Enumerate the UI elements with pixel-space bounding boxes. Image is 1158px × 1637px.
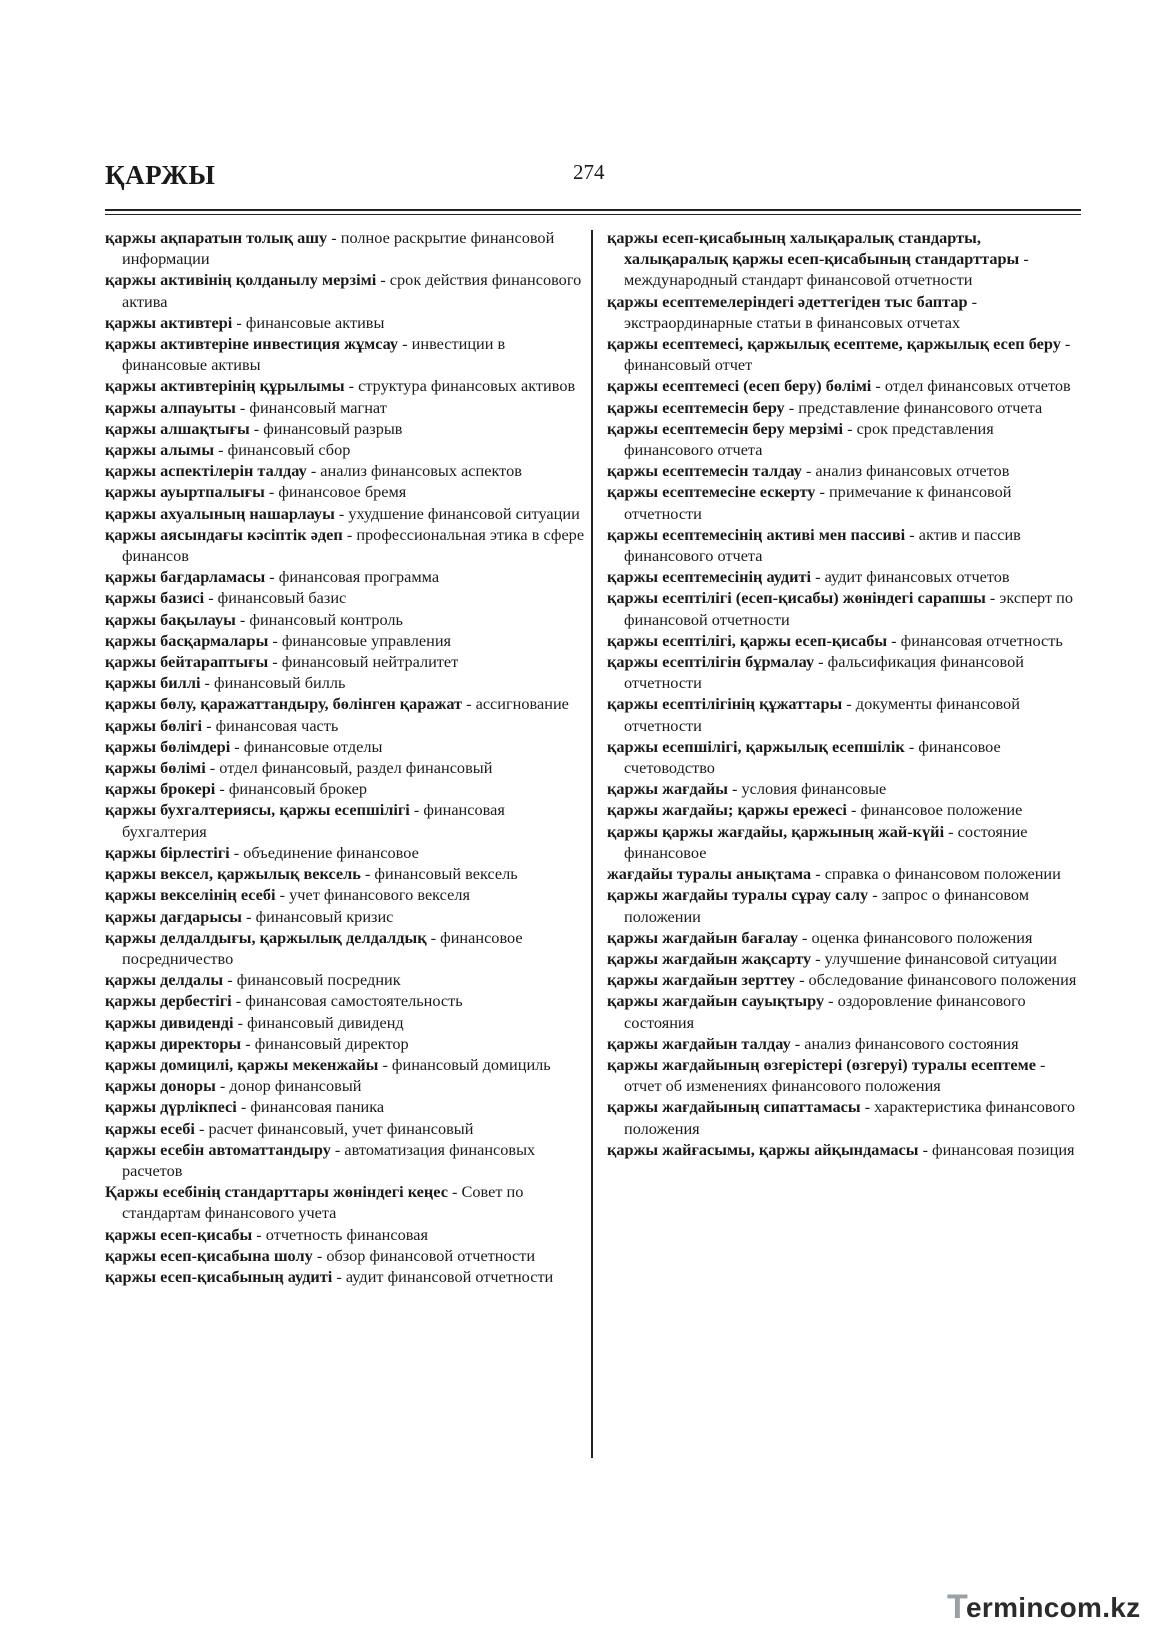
entry-definition: - анализ финансовых аспектов <box>306 461 522 481</box>
entry-definition: - объединение финансовое <box>229 842 419 862</box>
dictionary-entry <box>105 1096 585 1117</box>
entry-definition: - автоматизация финансовых расчетов <box>122 1139 536 1180</box>
dictionary-entry <box>607 1033 1085 1054</box>
dictionary-entry <box>105 524 585 566</box>
entry-definition: - фальсификация финансовой отчетности <box>624 652 1024 693</box>
dictionary-entry <box>105 312 585 333</box>
entry-term: қаржы бөлімі <box>105 758 206 778</box>
entry-term: қаржы есептемесін талдау <box>607 461 802 481</box>
entry-term: жағдайы туралы анықтама <box>607 864 812 884</box>
entry-term: қаржы жағдайы; қаржы ережесі <box>607 800 847 820</box>
dictionary-entry <box>105 375 585 396</box>
dictionary-entry <box>105 1033 585 1054</box>
entry-definition: - отдел финансовых отчетов <box>871 376 1071 396</box>
dictionary-entry <box>105 1054 585 1075</box>
entry-definition: - финансовый дивиденд <box>233 1012 404 1032</box>
entry-term: қаржы жағдайын зерттеу <box>607 970 795 990</box>
entry-term: қаржы есептілігі (есеп-қисабы) жөніндегі сарапшы <box>607 588 986 608</box>
dictionary-entry <box>105 609 585 630</box>
entry-term: қаржы жағдайы туралы сұрау салу <box>607 885 869 905</box>
dictionary-entry <box>105 672 585 693</box>
entry-definition: - финансовые активы <box>232 312 385 332</box>
entry-definition: - оздоровление финансового состояния <box>624 991 1026 1032</box>
entry-term: қаржы бағдарламасы <box>105 567 266 587</box>
entry-term: қаржы бухгалтериясы, қаржы есепшілігі <box>105 800 410 820</box>
entry-term: қаржы активтері <box>105 312 233 332</box>
entry-term: қаржы жағдайының сипаттамасы <box>607 1097 861 1117</box>
entry-term: қаржы басқармалары <box>105 630 269 650</box>
entry-definition: - профессиональная этика в сфере финансов <box>122 524 585 566</box>
entry-term: қаржы активінің қолданылу мерзімі <box>105 270 377 290</box>
entry-term: қаржы ақпаратын толық ашу <box>105 228 328 247</box>
dictionary-entry <box>105 1139 585 1181</box>
entry-term: қаржы жағдайын сауықтыру <box>607 991 825 1011</box>
entry-definition: - срок представления финансового отчета <box>624 418 994 460</box>
column-divider <box>591 230 593 1458</box>
entry-definition: - расчет финансовый, учет финансовый <box>194 1118 474 1138</box>
dictionary-entry <box>607 397 1085 418</box>
dictionary-entry <box>105 269 585 311</box>
entry-term: қаржы есеп-қисабының аудиті <box>105 1266 333 1286</box>
dictionary-entry <box>607 693 1085 735</box>
entry-definition: - финансовая паника <box>236 1097 385 1117</box>
entry-definition: - финансовая бухгалтерия <box>122 800 505 841</box>
dictionary-entry <box>607 227 1085 291</box>
dictionary-entry <box>607 799 1085 820</box>
dictionary-entry <box>607 524 1085 566</box>
header-rule-thick <box>105 209 1081 211</box>
entry-term: қаржы есебін автоматтандыру <box>105 1139 331 1159</box>
entry-term: қаржы активтерінің құрылымы <box>105 376 345 396</box>
dictionary-entry <box>607 333 1085 375</box>
entry-definition: - ухудшение финансовой ситуации <box>334 503 580 523</box>
entry-term: қаржы дивиденді <box>105 1012 234 1032</box>
entry-definition: - финансовый директор <box>241 1033 409 1053</box>
entry-definition: - финансовый билль <box>200 673 346 693</box>
entry-definition: - характеристика финансового положения <box>624 1097 1076 1138</box>
entry-definition: - финансовый кризис <box>242 906 394 926</box>
entry-definition: - отчет об изменениях финансового положения <box>624 1054 1046 1096</box>
entry-definition: - Совет по стандартам финансового учета <box>122 1182 524 1223</box>
entry-definition: - финансовые отделы <box>230 736 383 756</box>
dictionary-entry <box>607 375 1085 396</box>
entry-definition: - ассигнование <box>462 694 569 714</box>
entry-term: қаржы есеп-қисабы <box>105 1224 253 1244</box>
entry-term: қаржы жағдайы <box>607 779 728 799</box>
logo-text: ermincom.kz <box>966 1592 1141 1623</box>
dictionary-entry <box>105 927 585 969</box>
dictionary-entry <box>607 1054 1085 1096</box>
entry-definition: - финансовый базис <box>204 588 347 608</box>
dictionary-entry <box>105 397 585 418</box>
dictionary-entry <box>607 927 1085 948</box>
entry-term: қаржы алшақтығы <box>105 418 250 438</box>
dictionary-entry <box>105 227 585 269</box>
entry-term: қаржы жағдайының өзгерістері (өзгеруі) туралы есептеме <box>607 1054 1036 1074</box>
entry-definition: - финансовая отчетность <box>887 630 1063 650</box>
dictionary-entry <box>105 460 585 481</box>
dictionary-entry <box>105 906 585 927</box>
dictionary-entry <box>607 736 1085 778</box>
entry-definition: - финансовый магнат <box>235 397 387 417</box>
dictionary-entry <box>607 990 1085 1032</box>
dictionary-entry <box>105 630 585 651</box>
page-title: ҚАРЖЫ <box>105 160 216 190</box>
entry-definition: - структура финансовых активов <box>344 376 576 396</box>
entry-term: қаржы есепшілігі, қаржылық есепшілік <box>607 736 905 756</box>
dictionary-entry <box>105 1118 585 1139</box>
entry-term: қаржы дағдарысы <box>105 906 243 926</box>
entry-term: қаржы есептемесі, қаржылық есептеме, қаржылық есеп беру <box>607 334 1061 354</box>
entry-definition: - актив и пассив финансового отчета <box>624 524 1021 566</box>
dictionary-entry <box>607 969 1085 990</box>
dictionary-entry <box>607 863 1085 884</box>
entry-term: қаржы қаржы жағдайы, қаржының жай-күйі <box>607 821 945 841</box>
entry-definition: - финансовая программа <box>265 567 440 587</box>
entry-definition: - финансовый контроль <box>235 609 403 629</box>
dictionary-entry <box>607 291 1085 333</box>
entry-term: қаржы вексел, қаржылық вексель <box>105 864 361 884</box>
dictionary-entry <box>607 1096 1085 1138</box>
dictionary-entry <box>105 969 585 990</box>
entry-definition: - инвестиции в финансовые активы <box>122 334 506 375</box>
entry-term: қаржы есептемесі (есеп беру) бөлімі <box>607 376 872 396</box>
entry-term: қаржы ахуалының нашарлауы <box>105 503 335 523</box>
entry-term: қаржы есептемесіне ескерту <box>607 482 816 502</box>
entry-term: қаржы алпауыты <box>105 397 236 417</box>
entry-term: Қаржы есебінің стандарттары жөніндегі кеңес <box>105 1182 448 1202</box>
entry-term: қаржы есептемелеріндегі әдеттегіден тыс баптар <box>607 291 968 311</box>
entry-definition: - финансовый посредник <box>223 970 401 990</box>
entry-definition: - финансовая самостоятельность <box>231 991 463 1011</box>
entry-definition: - финансовый брокер <box>215 779 367 799</box>
entry-term: қаржы биллі <box>105 673 201 693</box>
dictionary-entry <box>105 333 585 375</box>
dictionary-entry <box>607 418 1085 460</box>
entry-term: қаржы есеп-қисабының халықаралық стандарты, халықаралық қаржы есеп-қисабының стандарттары <box>607 228 1020 269</box>
entry-term: қаржы дүрлікпесі <box>105 1097 237 1117</box>
entry-definition: - оценка финансового положения <box>797 927 1033 947</box>
entry-definition: - финансовое посредничество <box>122 927 523 968</box>
dictionary-entry <box>105 1266 585 1287</box>
entry-definition: - полное раскрытие финансовой информации <box>122 228 555 269</box>
entry-term: қаржы аясындағы кәсіптік әдеп <box>105 524 343 544</box>
termincom-logo[interactable] <box>947 1588 1147 1632</box>
entry-definition: - обзор финансовой отчетности <box>312 1245 536 1265</box>
entry-term: қаржы бірлестігі <box>105 842 230 862</box>
dictionary-entry <box>105 481 585 502</box>
entry-term: қаржы есептемесінің активі мен пассиві <box>607 524 906 544</box>
dictionary-entry <box>105 503 585 524</box>
entry-definition: - финансовое бремя <box>264 482 407 502</box>
entry-definition: - обследование финансового положения <box>795 970 1077 990</box>
entry-term: қаржы бөлігі <box>105 715 203 735</box>
dictionary-entry <box>607 566 1085 587</box>
entry-definition: - финансовое положение <box>846 800 1023 820</box>
logo-mark: T <box>947 1588 968 1626</box>
entry-definition: - финансовый домициль <box>378 1054 551 1074</box>
entry-definition: - отдел финансовый, раздел финансовый <box>205 758 493 778</box>
entry-definition: - аудит финансовых отчетов <box>811 567 1010 587</box>
left-column <box>105 227 585 1287</box>
entry-definition: - условия финансовые <box>727 779 887 799</box>
entry-term: қаржы делдалдығы, қаржылық делдалдық <box>105 927 427 947</box>
entry-definition: - учет финансового векселя <box>275 885 470 905</box>
entry-definition: - примечание к финансовой отчетности <box>624 482 1012 523</box>
dictionary-entry <box>105 1224 585 1245</box>
entry-definition: - экстраординарные статьи в финансовых отчетах <box>624 291 978 332</box>
entry-term: қаржы алымы <box>105 440 215 460</box>
entry-term: қаржы бөлімдері <box>105 736 231 756</box>
entry-definition: - запрос о финансовом положении <box>624 885 1030 926</box>
entry-term: қаржы есебі <box>105 1118 195 1138</box>
header-rule-thin <box>105 214 1081 215</box>
entry-definition: - финансовая часть <box>202 715 339 735</box>
entry-definition: - финансовый отчет <box>624 334 1071 375</box>
entry-definition: - справка о финансовом положении <box>811 864 1061 884</box>
dictionary-entry <box>607 481 1085 523</box>
dictionary-entry <box>105 1075 585 1096</box>
dictionary-entry <box>607 460 1085 481</box>
dictionary-entry <box>607 778 1085 799</box>
entry-definition: - состояние финансовое <box>624 821 1028 862</box>
dictionary-entry <box>105 418 585 439</box>
dictionary-entry <box>105 799 585 841</box>
dictionary-entry <box>105 990 585 1011</box>
dictionary-entry <box>105 863 585 884</box>
dictionary-entry <box>105 566 585 587</box>
entry-term: қаржы ауыртпалығы <box>105 482 265 502</box>
right-column <box>607 227 1085 1160</box>
dictionary-entry <box>105 693 585 714</box>
entry-term: қаржы жағдайын жақсарту <box>607 948 812 968</box>
entry-definition: - отчетность финансовая <box>252 1224 428 1244</box>
entry-term: қаржы есеп-қисабына шолу <box>105 1245 313 1265</box>
dictionary-entry <box>105 736 585 757</box>
entry-definition: - финансовые управления <box>268 630 452 650</box>
entry-definition: - анализ финансового состояния <box>790 1033 1019 1053</box>
entry-term: қаржы жайғасымы, қаржы айқындамасы <box>607 1139 919 1159</box>
dictionary-entry <box>105 1245 585 1266</box>
dictionary-entry <box>607 587 1085 629</box>
entry-term: қаржы есептемесін беру <box>607 397 785 417</box>
entry-term: қаржы есептілігін бұрмалау <box>607 652 815 672</box>
entry-definition: - анализ финансовых отчетов <box>801 461 1010 481</box>
entry-term: қаржы векселінің есебі <box>105 885 276 905</box>
dictionary-entry <box>607 630 1085 651</box>
entry-term: қаржы директоры <box>105 1033 242 1053</box>
entry-definition: - финансовый разрыв <box>249 418 403 438</box>
entry-term: қаржы базисі <box>105 588 205 608</box>
dictionary-entry <box>105 778 585 799</box>
entry-term: қаржы бөлу, қаражаттандыру, бөлінген қаражат <box>105 694 463 714</box>
dictionary-entry <box>105 884 585 905</box>
entry-definition: - представление финансового отчета <box>784 397 1043 417</box>
entry-term: қаржы доноры <box>105 1076 216 1096</box>
dictionary-entry <box>105 757 585 778</box>
entry-term: қаржы жағдайын бағалау <box>607 927 798 947</box>
entry-definition: - аудит финансовой отчетности <box>332 1266 554 1286</box>
entry-definition: - финансовый вексель <box>360 864 518 884</box>
dictionary-entry <box>105 1012 585 1033</box>
entry-definition: - международный стандарт финансовой отчетности <box>624 249 1029 290</box>
entry-term: қаржы делдалы <box>105 970 224 990</box>
dictionary-entry <box>105 651 585 672</box>
entry-definition: - финансовая позиция <box>918 1139 1075 1159</box>
entry-definition: - финансовый сбор <box>214 440 351 460</box>
dictionary-entry <box>607 651 1085 693</box>
dictionary-entry <box>607 884 1085 926</box>
entry-term: қаржы есептемесін беру мерзімі <box>607 418 844 438</box>
entry-definition: - финансовый нейтралитет <box>268 652 459 672</box>
entry-term: қаржы есептілігінің құжаттары <box>607 694 843 714</box>
entry-term: қаржы активтеріне инвестиция жұмсау <box>105 334 399 354</box>
entry-definition: - документы финансовой отчетности <box>624 694 1020 735</box>
dictionary-entry <box>105 842 585 863</box>
dictionary-entry <box>607 1139 1085 1160</box>
dictionary-entry <box>607 821 1085 863</box>
dictionary-entry <box>105 715 585 736</box>
entry-term: қаржы жағдайын талдау <box>607 1033 791 1053</box>
entry-term: қаржы дербестігі <box>105 991 232 1011</box>
entry-definition: - финансовое счетоводство <box>624 736 1001 778</box>
entry-definition: - срок действия финансового актива <box>122 270 582 311</box>
dictionary-entry <box>105 439 585 460</box>
entry-definition: - улучшение финансовой ситуации <box>811 948 1057 968</box>
entry-term: қаржы домицилі, қаржы мекенжайы <box>105 1054 379 1074</box>
entry-term: қаржы бейтараптығы <box>105 652 269 672</box>
page-number: 274 <box>573 160 605 184</box>
entry-term: қаржы аспектілерін талдау <box>105 461 307 481</box>
entry-term: қаржы бақылауы <box>105 609 236 629</box>
entry-term: қаржы брокері <box>105 779 216 799</box>
dictionary-entry <box>105 1181 585 1223</box>
entry-term: қаржы есептемесінің аудиті <box>607 567 812 587</box>
entry-definition: - эксперт по финансовой отчетности <box>624 588 1074 629</box>
entry-definition: - донор финансовый <box>215 1076 362 1096</box>
entry-term: қаржы есептілігі, қаржы есеп-қисабы <box>607 630 888 650</box>
dictionary-entry <box>607 948 1085 969</box>
dictionary-entry <box>105 587 585 608</box>
